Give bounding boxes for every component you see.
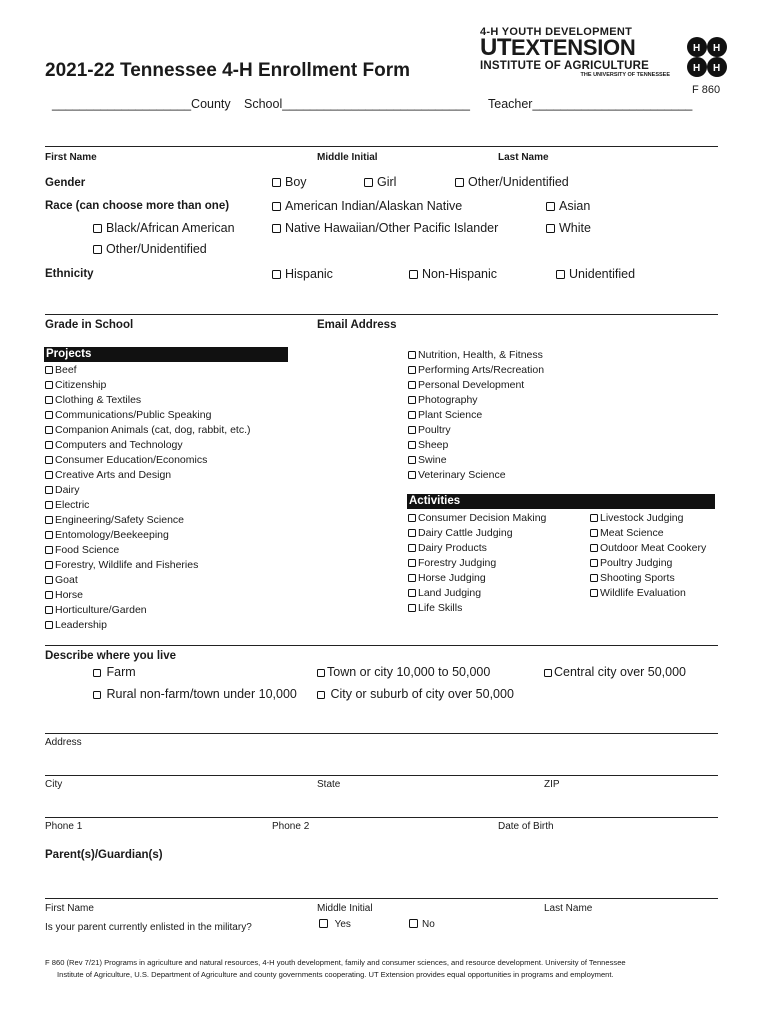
checklist-item-label: Sheep <box>418 439 449 451</box>
activities-col1-list <box>408 511 546 616</box>
checkbox-icon[interactable] <box>408 514 416 522</box>
checklist-item[interactable] <box>590 556 706 571</box>
checkbox-icon[interactable] <box>45 441 53 449</box>
phone-dob-line[interactable] <box>45 817 718 818</box>
checkbox-icon[interactable] <box>45 456 53 464</box>
svg-text:H: H <box>713 63 721 74</box>
last-name-label: Last Name <box>498 152 549 163</box>
residence-town-option[interactable]: Town or city 10,000 to 50,000 <box>317 665 490 679</box>
first-name-label: First Name <box>45 152 97 163</box>
checklist-item-label: Beef <box>55 364 77 376</box>
svg-text:H: H <box>693 43 701 54</box>
checklist-item[interactable] <box>408 378 544 393</box>
race-option-asian[interactable]: Asian <box>546 199 590 213</box>
ethnicity-label: Ethnicity <box>45 268 94 280</box>
checklist-item-label: Creative Arts and Design <box>55 469 172 481</box>
checkbox-icon[interactable] <box>45 411 53 419</box>
email-label: Email Address <box>317 319 397 331</box>
checklist-item[interactable] <box>45 468 251 483</box>
parent-heading: Parent(s)/Guardian(s) <box>45 849 163 861</box>
checklist-item[interactable] <box>408 408 544 423</box>
checkbox-icon[interactable] <box>408 604 416 612</box>
checklist-item-label: Communications/Public Speaking <box>55 409 212 421</box>
checkbox-icon[interactable] <box>45 561 53 569</box>
checklist-item[interactable] <box>408 571 546 586</box>
checkbox-icon[interactable] <box>45 516 53 524</box>
checklist-item[interactable] <box>45 543 251 558</box>
checklist-item-label: Nutrition, Health, & Fitness <box>418 349 543 361</box>
county-label: County <box>191 97 231 111</box>
address-label: Address <box>45 737 82 748</box>
checklist-item[interactable] <box>45 618 251 633</box>
race-option-native-hawaiian[interactable]: Native Hawaiian/Other Pacific Islander <box>272 221 498 235</box>
checklist-item[interactable] <box>45 528 251 543</box>
checkbox-icon[interactable] <box>45 396 53 404</box>
form-number: F 860 <box>692 84 721 96</box>
checkbox-icon[interactable] <box>45 471 53 479</box>
county-field[interactable] <box>52 97 231 111</box>
ut-extension-logo <box>480 26 680 78</box>
checkbox-icon[interactable] <box>409 919 418 928</box>
checkbox-icon[interactable] <box>455 178 464 187</box>
logo-line-4: THE UNIVERSITY OF TENNESSEE <box>580 72 670 78</box>
checklist-item-label: Dairy Cattle Judging <box>418 527 513 539</box>
phone1-label: Phone 1 <box>45 821 83 832</box>
residence-suburb-option[interactable]: City or suburb of city over 50,000 <box>317 687 514 701</box>
checklist-item-label: Horticulture/Garden <box>55 604 147 616</box>
checkbox-icon[interactable] <box>544 669 552 677</box>
checklist-item-label: Poultry Judging <box>600 557 673 569</box>
checkbox-icon[interactable] <box>556 270 565 279</box>
checklist-item[interactable] <box>590 586 706 601</box>
checklist-item[interactable] <box>408 511 546 526</box>
checkbox-icon[interactable] <box>317 691 325 699</box>
checkbox-icon[interactable] <box>590 589 598 597</box>
checklist-item-label: Citizenship <box>55 379 107 391</box>
residence-label: Describe where you live <box>45 650 177 662</box>
checklist-item-label: Dairy Products <box>418 542 487 554</box>
checklist-item-label: Livestock Judging <box>600 512 684 524</box>
checkbox-icon[interactable] <box>408 589 416 597</box>
checkbox-icon[interactable] <box>45 366 53 374</box>
checkbox-icon[interactable] <box>319 919 328 928</box>
checklist-item[interactable] <box>408 348 544 363</box>
checkbox-icon[interactable] <box>546 224 555 233</box>
city-label: City <box>45 779 63 790</box>
checkbox-icon[interactable] <box>272 202 281 211</box>
checklist-item[interactable] <box>45 363 251 378</box>
checklist-item-label: Food Science <box>55 544 120 556</box>
checklist-item-label: Horse Judging <box>418 572 486 584</box>
checkbox-icon[interactable] <box>408 366 416 374</box>
zip-label: ZIP <box>544 779 560 790</box>
svg-text:H: H <box>713 43 721 54</box>
ethnicity-non-hispanic-option[interactable]: Non-Hispanic <box>409 267 497 281</box>
checklist-item[interactable] <box>45 378 251 393</box>
logo-line-2: EXTENSION <box>511 35 636 60</box>
ethnicity-unidentified-option[interactable]: Unidentified <box>556 267 635 281</box>
race-option-other[interactable]: Other/Unidentified <box>93 242 207 256</box>
projects-header: Projects <box>44 347 288 362</box>
logo-line-3: INSTITUTE OF AGRICULTURE <box>480 60 649 72</box>
clover-icon <box>683 33 731 81</box>
checkbox-icon[interactable] <box>408 411 416 419</box>
checklist-item-label: Photography <box>418 394 478 406</box>
checklist-item[interactable] <box>45 588 251 603</box>
checkbox-icon[interactable] <box>45 606 53 614</box>
checkbox-icon[interactable] <box>272 270 281 279</box>
checkbox-icon[interactable] <box>272 178 281 187</box>
city-state-zip-line[interactable] <box>45 775 718 776</box>
military-no-option[interactable]: No <box>409 919 435 930</box>
checklist-item[interactable] <box>408 526 546 541</box>
checklist-item[interactable] <box>408 363 544 378</box>
gender-label: Gender <box>45 177 86 189</box>
checkbox-icon[interactable] <box>408 574 416 582</box>
checkbox-icon[interactable] <box>408 471 416 479</box>
state-label: State <box>317 779 341 790</box>
checkbox-icon[interactable] <box>409 270 418 279</box>
checkbox-icon[interactable] <box>93 224 102 233</box>
checklist-item[interactable] <box>408 556 546 571</box>
checklist-item-label: Clothing & Textiles <box>55 394 142 406</box>
school-label: School <box>244 97 283 111</box>
page-title: 2021-22 Tennessee 4-H Enrollment Form <box>45 60 410 81</box>
checklist-item-label: Goat <box>55 574 78 586</box>
checkbox-icon[interactable] <box>364 178 373 187</box>
race-option-white[interactable]: White <box>546 221 591 235</box>
checklist-item-label: Forestry Judging <box>418 557 497 569</box>
checklist-item-label: Shooting Sports <box>600 572 675 584</box>
checkbox-icon[interactable] <box>93 245 102 254</box>
checkbox-icon[interactable] <box>590 559 598 567</box>
grade-email-line[interactable] <box>45 314 718 315</box>
parent-first-name-label: First Name <box>45 903 94 914</box>
activities-header: Activities <box>407 494 715 509</box>
checklist-item-label: Horse <box>55 589 84 601</box>
checkbox-icon[interactable] <box>546 202 555 211</box>
checklist-item[interactable] <box>45 438 251 453</box>
dob-label: Date of Birth <box>498 821 554 832</box>
checkbox-icon[interactable] <box>408 441 416 449</box>
checkbox-icon[interactable] <box>317 669 325 677</box>
checklist-item-label: Poultry <box>418 424 451 436</box>
checklist-item-label: Entomology/Beekeeping <box>55 529 169 541</box>
checkbox-icon[interactable] <box>45 486 53 494</box>
checklist-item[interactable] <box>45 393 251 408</box>
checklist-item[interactable] <box>590 511 706 526</box>
checklist-item[interactable] <box>408 541 546 556</box>
gender-boy-option[interactable]: Boy <box>272 175 307 189</box>
checklist-item[interactable] <box>590 571 706 586</box>
footer-line-2: Institute of Agriculture, U.S. Department of Agriculture and county governments cooperating. UT Extension provides equal opportunities in programs and employment. <box>57 970 614 979</box>
residence-central-city-option[interactable]: Central city over 50,000 <box>544 665 686 679</box>
checklist-item-label: Engineering/Safety Science <box>55 514 184 526</box>
checkbox-icon[interactable] <box>45 546 53 554</box>
checklist-item-label: Dairy <box>55 484 80 496</box>
checklist-item-label: Outdoor Meat Cookery <box>600 542 707 554</box>
checklist-item-label: Swine <box>418 454 447 466</box>
teacher-blank: _______________________ <box>532 97 693 111</box>
checkbox-icon[interactable] <box>408 381 416 389</box>
checklist-item-label: Veterinary Science <box>418 469 506 481</box>
checkbox-icon[interactable] <box>45 381 53 389</box>
checkbox-icon[interactable] <box>93 669 101 677</box>
checklist-item[interactable] <box>408 423 544 438</box>
checkbox-icon[interactable] <box>408 559 416 567</box>
checklist-item-label: Consumer Decision Making <box>418 512 547 524</box>
checklist-item[interactable] <box>45 558 251 573</box>
teacher-field[interactable] <box>488 97 692 111</box>
checkbox-icon[interactable] <box>590 514 598 522</box>
checkbox-icon[interactable] <box>45 501 53 509</box>
race-option-black[interactable]: Black/African American <box>93 221 235 235</box>
checklist-item-label: Forestry, Wildlife and Fisheries <box>55 559 199 571</box>
logo-line-1: 4-H YOUTH DEVELOPMENT <box>480 26 633 38</box>
checklist-item-label: Life Skills <box>418 602 463 614</box>
checklist-item-label: Personal Development <box>418 379 525 391</box>
checklist-item[interactable] <box>45 498 251 513</box>
checklist-item[interactable] <box>408 586 546 601</box>
military-yes-option[interactable]: Yes <box>319 919 351 930</box>
ethnicity-hispanic-option[interactable]: Hispanic <box>272 267 333 281</box>
checkbox-icon[interactable] <box>45 591 53 599</box>
gender-girl-option[interactable]: Girl <box>364 175 396 189</box>
checklist-item[interactable] <box>45 603 251 618</box>
checkbox-icon[interactable] <box>45 621 53 629</box>
checkbox-icon[interactable] <box>45 576 53 584</box>
checklist-item-label: Plant Science <box>418 409 483 421</box>
projects-right-list <box>408 348 544 483</box>
school-field[interactable] <box>244 97 470 111</box>
checkbox-icon[interactable] <box>408 351 416 359</box>
checklist-item[interactable] <box>45 483 251 498</box>
residence-rural-option[interactable]: Rural non-farm/town under 10,000 <box>93 687 297 701</box>
checkbox-icon[interactable] <box>45 531 53 539</box>
parent-name-line[interactable] <box>45 898 718 899</box>
checklist-item[interactable] <box>45 453 251 468</box>
checklist-item[interactable] <box>408 393 544 408</box>
checkbox-icon[interactable] <box>590 544 598 552</box>
address-line[interactable] <box>45 733 718 734</box>
checkbox-icon[interactable] <box>93 691 101 699</box>
grade-label: Grade in School <box>45 319 134 331</box>
checkbox-icon[interactable] <box>272 224 281 233</box>
checklist-item-label: Land Judging <box>418 587 482 599</box>
footer-line-1: F 860 (Rev 7/21) Programs in agriculture and natural resources, 4-H youth development, family and consumer sciences, and resource development. University of Tennessee <box>45 958 626 967</box>
school-blank: ___________________________ <box>282 97 470 111</box>
checklist-item[interactable] <box>45 513 251 528</box>
parent-middle-initial-label: Middle Initial <box>317 903 373 914</box>
county-blank: ____________________ <box>52 97 192 111</box>
checklist-item-label: Companion Animals (cat, dog, rabbit, etc.) <box>55 424 251 436</box>
teacher-label: Teacher <box>488 97 533 111</box>
name-line[interactable] <box>45 146 718 147</box>
checklist-item-label: Leadership <box>55 619 107 631</box>
checklist-item[interactable] <box>45 573 251 588</box>
checklist-item[interactable] <box>45 423 251 438</box>
military-question: Is your parent currently enlisted in the military? <box>45 922 252 933</box>
ut-mark: UT <box>480 34 511 61</box>
checklist-item-label: Computers and Technology <box>55 439 183 451</box>
svg-text:H: H <box>693 63 701 74</box>
checkbox-icon[interactable] <box>408 529 416 537</box>
checkbox-icon[interactable] <box>408 396 416 404</box>
checkbox-icon[interactable] <box>408 544 416 552</box>
middle-initial-label: Middle Initial <box>317 152 378 163</box>
activities-col2-list <box>590 511 706 601</box>
parent-last-name-label: Last Name <box>544 903 593 914</box>
checklist-item-label: Consumer Education/Economics <box>55 454 208 466</box>
checklist-item[interactable] <box>408 453 544 468</box>
gender-other-option[interactable]: Other/Unidentified <box>455 175 569 189</box>
checkbox-icon[interactable] <box>590 574 598 582</box>
checklist-item[interactable] <box>45 408 251 423</box>
checklist-item[interactable] <box>408 438 544 453</box>
residence-divider <box>45 645 718 646</box>
checklist-item-label: Meat Science <box>600 527 664 539</box>
checklist-item[interactable] <box>408 468 544 483</box>
checklist-item[interactable] <box>590 526 706 541</box>
checkbox-icon[interactable] <box>408 456 416 464</box>
race-option-american-indian[interactable]: American Indian/Alaskan Native <box>272 199 462 213</box>
checklist-item-label: Wildlife Evaluation <box>600 587 686 599</box>
checkbox-icon[interactable] <box>590 529 598 537</box>
checklist-item[interactable] <box>408 601 546 616</box>
checklist-item-label: Performing Arts/Recreation <box>418 364 545 376</box>
checklist-item-label: Electric <box>55 499 90 511</box>
residence-farm-option[interactable]: Farm <box>93 665 136 679</box>
projects-left-list <box>45 363 251 633</box>
race-label: Race (can choose more than one) <box>45 200 230 212</box>
checkbox-icon[interactable] <box>408 426 416 434</box>
phone2-label: Phone 2 <box>272 821 310 832</box>
checkbox-icon[interactable] <box>45 426 53 434</box>
checklist-item[interactable] <box>590 541 706 556</box>
